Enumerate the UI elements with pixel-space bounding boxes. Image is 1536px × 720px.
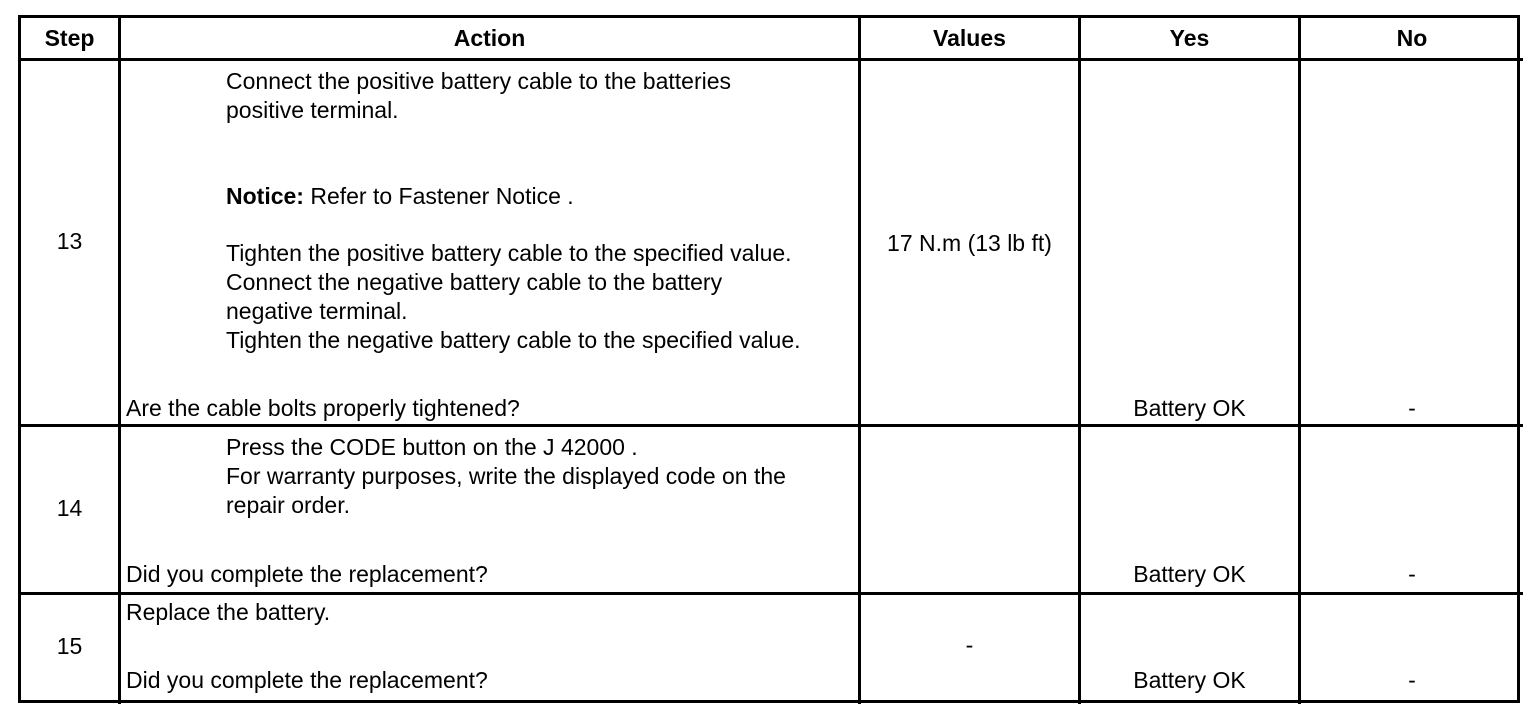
- no-13-text: -: [1408, 395, 1416, 421]
- question-15: Did you complete the replacement?: [126, 667, 488, 693]
- diagnostic-table: [18, 15, 1520, 703]
- step-14: 14: [21, 427, 121, 595]
- action-line: repair order.: [226, 492, 351, 518]
- header-values: Values: [861, 18, 1081, 61]
- values-15-text: -: [965, 632, 974, 658]
- yes-13: [1081, 61, 1301, 427]
- header-yes: Yes: [1081, 18, 1301, 61]
- action-line: Tighten the positive battery cable to the specified value.: [226, 240, 792, 266]
- action-line: positive terminal.: [226, 97, 399, 123]
- no-14-text: -: [1408, 561, 1416, 587]
- action-line: For warranty purposes, write the displayed code on the: [226, 463, 786, 489]
- yes-13-text: Battery OK: [1133, 395, 1246, 421]
- action-line: Tighten the negative battery cable to the specified value.: [226, 327, 801, 353]
- action-14: [121, 427, 861, 595]
- values-13: [861, 61, 1081, 427]
- action-13: [121, 61, 861, 427]
- values-14: [861, 427, 1081, 595]
- action-13-lines-b: [226, 239, 854, 355]
- values-15: [861, 595, 1081, 704]
- question-14: Did you complete the replacement?: [126, 561, 488, 587]
- question-13: Are the cable bolts properly tightened?: [126, 395, 520, 421]
- step-13: 13: [21, 61, 121, 427]
- no-15: [1301, 595, 1523, 704]
- action-15-line: Replace the battery.: [126, 599, 331, 625]
- notice-label: Notice:: [226, 183, 304, 209]
- yes-15-text: Battery OK: [1133, 667, 1246, 693]
- yes-14: [1081, 427, 1301, 595]
- no-15-text: -: [1408, 667, 1416, 693]
- action-line: Connect the positive battery cable to the batteries: [226, 68, 732, 94]
- no-13: [1301, 61, 1523, 427]
- action-15: [121, 595, 861, 704]
- step-15: 15: [21, 595, 121, 704]
- action-line: negative terminal.: [226, 298, 408, 324]
- yes-14-text: Battery OK: [1133, 561, 1246, 587]
- notice-text: Refer to Fastener Notice .: [303, 183, 574, 209]
- action-13-lines-a: [226, 67, 854, 125]
- header-action: Action: [121, 18, 861, 61]
- header-no: No: [1301, 18, 1523, 61]
- action-14-lines: [226, 433, 854, 520]
- notice: [226, 182, 854, 211]
- no-14: [1301, 427, 1523, 595]
- yes-15: [1081, 595, 1301, 704]
- header-step: Step: [21, 18, 121, 61]
- action-line: Press the CODE button on the J 42000 .: [226, 434, 638, 460]
- action-line: Connect the negative battery cable to the battery: [226, 269, 723, 295]
- values-13-text: 17 N.m (13 lb ft): [887, 230, 1052, 256]
